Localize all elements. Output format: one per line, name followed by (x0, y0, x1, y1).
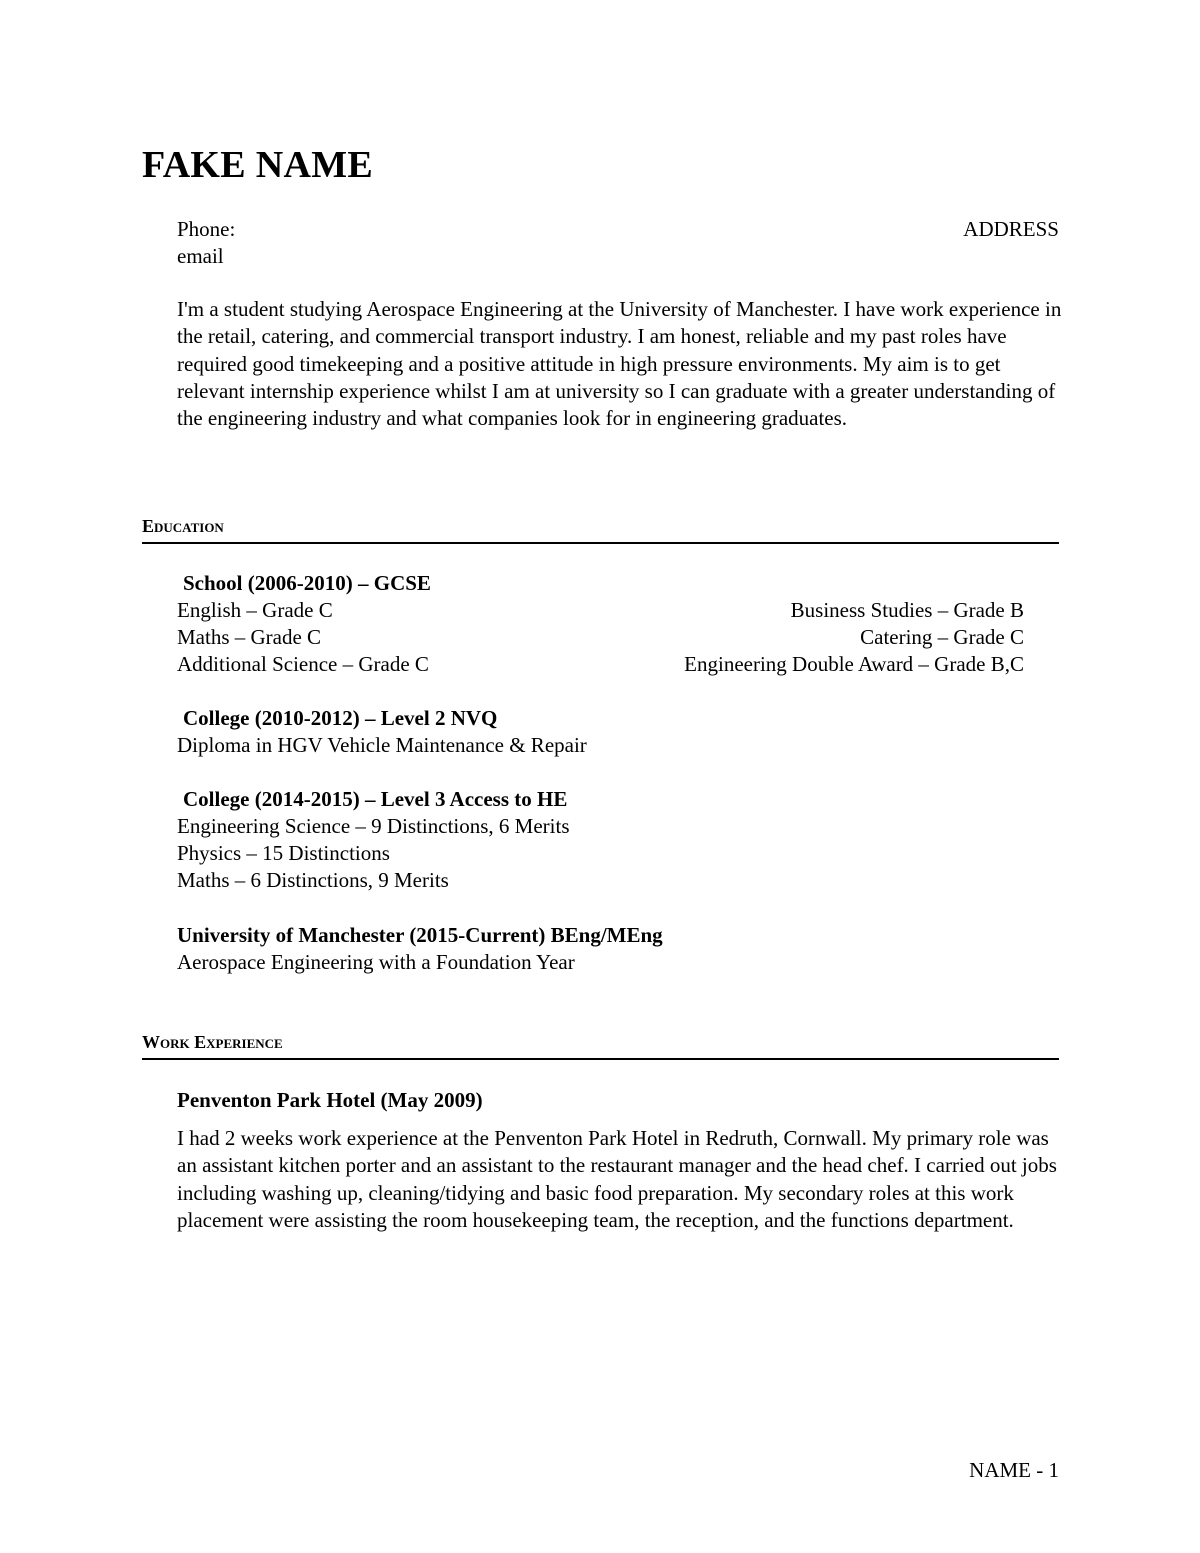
grade-left: English – Grade C (177, 598, 333, 622)
grade-left: Additional Science – Grade C (177, 652, 429, 676)
college-access-title: College (2014-2015) – Level 3 Access to HE (183, 787, 568, 811)
grade-left: Maths – Grade C (177, 625, 322, 649)
college-nvq-title: College (2010-2012) – Level 2 NVQ (183, 706, 498, 730)
grade-row (177, 597, 1024, 624)
college-access-line: Physics – 15 Distinctions (177, 841, 390, 865)
school-title: School (2006-2010) – GCSE (183, 571, 431, 595)
grade-row (177, 651, 1024, 678)
grade-right: Catering – Grade C (860, 625, 1024, 649)
personal-summary: I'm a student studying Aerospace Engineering at the University of Manchester. I have work experience in the retail, catering, and commercial transport industry. I am honest, reliable and my past roles have required good timekeeping and a positive attitude in high pressure environments. My aim is to get relevant internship experience whilst I am at university so I can graduate with a greater understanding of the engineering industry and what companies look for in engineering graduates. (177, 297, 1062, 431)
grade-row (177, 624, 1024, 651)
email: email (177, 244, 224, 268)
education-heading: Education (142, 515, 1059, 544)
education-university (177, 922, 877, 976)
education-college-access (177, 786, 877, 894)
education-school (177, 570, 1024, 678)
college-access-line: Maths – 6 Distinctions, 9 Merits (177, 868, 449, 892)
job-description: I had 2 weeks work experience at the Penventon Park Hotel in Redruth, Cornwall. My primary role was an assistant kitchen porter and an assistant to the restaurant manager and the head chef. I carried out jobs including washing up, cleaning/tidying and basic food preparation. My secondary roles at this work placement were assisting the room housekeeping team, the reception, and the functions department. (177, 1126, 1057, 1232)
contact-info (177, 216, 1059, 270)
college-access-line: Engineering Science – 9 Distinctions, 6 Merits (177, 814, 570, 838)
education-college-nvq (177, 705, 877, 759)
address: ADDRESS (963, 217, 1059, 241)
university-line: Aerospace Engineering with a Foundation Year (177, 950, 575, 974)
page-footer: NAME - 1 (969, 1458, 1059, 1482)
candidate-name: FAKE NAME (142, 144, 374, 186)
university-title: University of Manchester (2015-Current) BEng/MEng (177, 923, 663, 947)
phone-label: Phone: (177, 217, 236, 241)
grade-right: Engineering Double Award – Grade B,C (684, 652, 1024, 676)
job-entry (177, 1087, 1057, 1234)
contact-row (177, 216, 1059, 243)
college-nvq-line: Diploma in HGV Vehicle Maintenance & Repair (177, 733, 587, 757)
job-title: Penventon Park Hotel (May 2009) (177, 1088, 483, 1112)
grade-right: Business Studies – Grade B (790, 598, 1024, 622)
work-experience-heading: Work Experience (142, 1031, 1059, 1060)
